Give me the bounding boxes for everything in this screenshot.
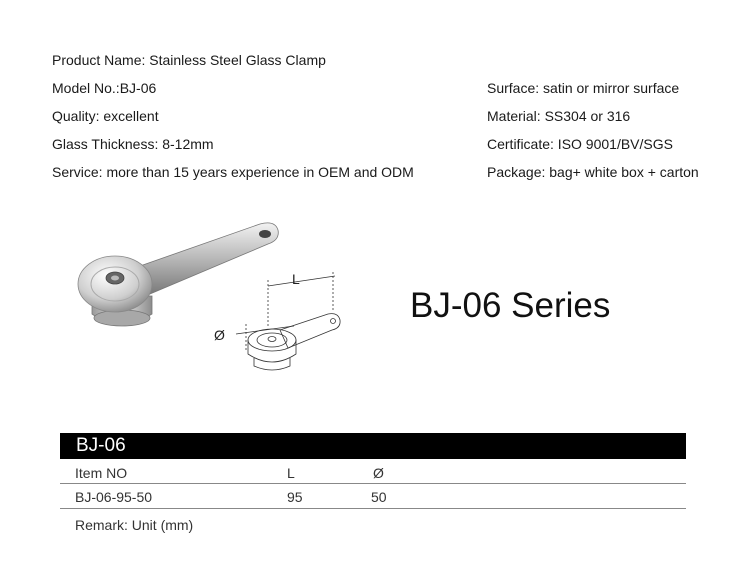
column-header-diameter: Ø: [373, 465, 384, 481]
cell-diameter: 50: [371, 489, 387, 505]
series-title: BJ-06 Series: [410, 286, 611, 325]
spec-certificate: Certificate: ISO 9001/BV/SGS: [487, 136, 673, 152]
spec-material: Material: SS304 or 316: [487, 108, 631, 124]
remark-text: Remark: Unit (mm): [75, 517, 194, 533]
table-bottom-divider: [60, 508, 686, 509]
spec-glass-thickness: Glass Thickness: 8-12mm: [52, 136, 214, 152]
spec-model-no: Model No.:BJ-06: [52, 80, 157, 96]
spec-quality: Quality: excellent: [52, 108, 159, 124]
spec-package: Package: bag+ white box + carton: [487, 164, 699, 180]
length-label: L: [292, 271, 300, 287]
cell-l: 95: [287, 489, 303, 505]
spec-service: Service: more than 15 years experience in OEM and ODM: [52, 164, 414, 180]
column-header-l: L: [287, 465, 295, 481]
diameter-label: Ø: [214, 327, 225, 343]
spec-product-name: Product Name: Stainless Steel Glass Clamp: [52, 52, 326, 68]
dimension-diagram: [210, 262, 360, 382]
cell-item-no: BJ-06-95-50: [75, 489, 153, 505]
spec-surface: Surface: satin or mirror surface: [487, 80, 680, 96]
table-title-bar: [60, 433, 686, 459]
table-title: BJ-06: [76, 435, 126, 456]
table-divider: [60, 483, 686, 484]
column-header-item-no: Item NO: [75, 465, 128, 481]
